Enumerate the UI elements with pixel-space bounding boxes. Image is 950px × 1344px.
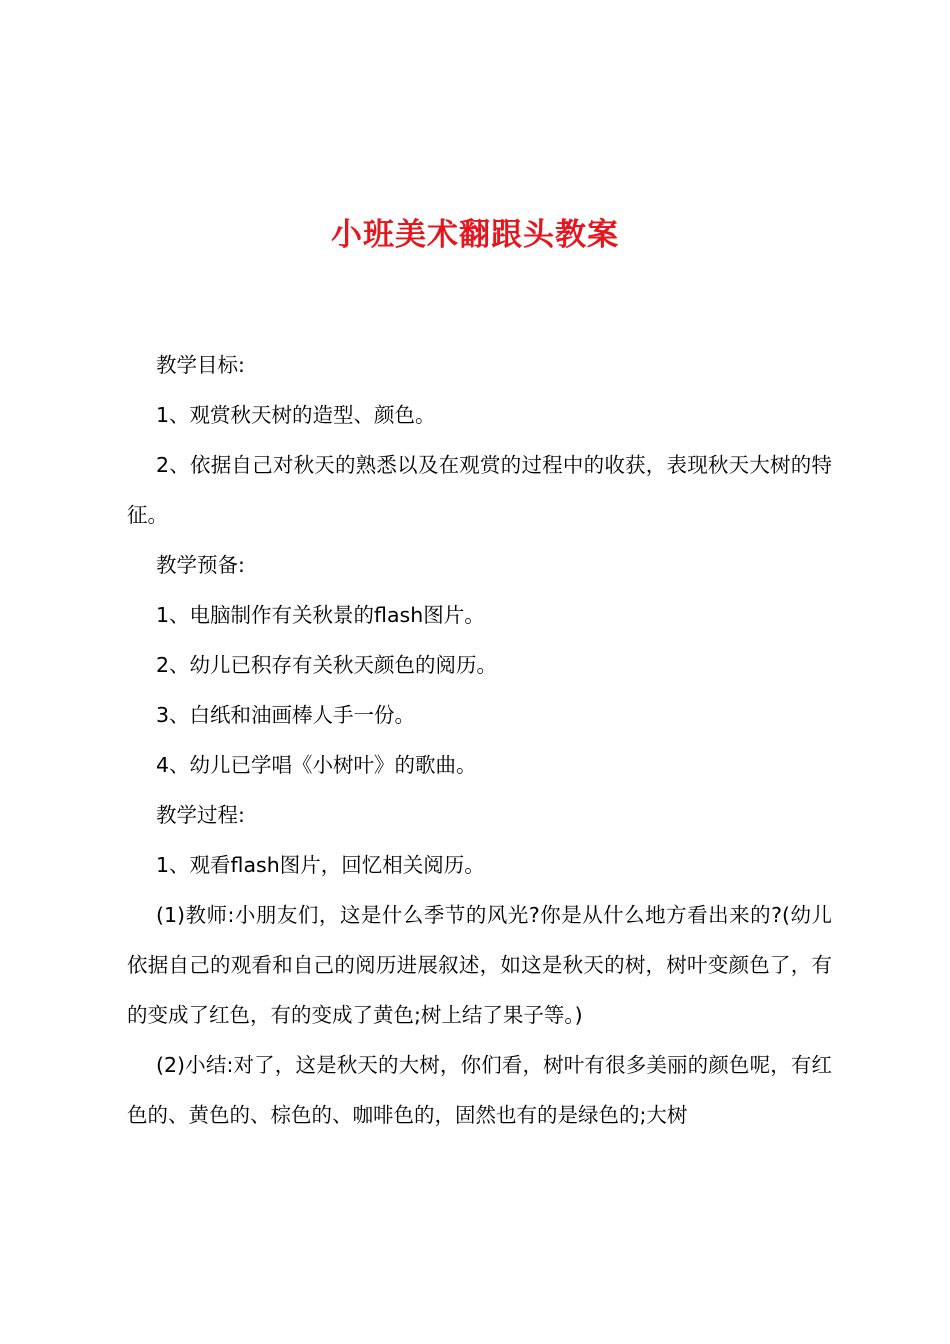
document-body (127, 340, 832, 1140)
paragraph-preparation-1: 1、电脑制作有关秋景的flash图片。 (156, 603, 485, 627)
paragraph-process-1-1: (1)教师:小朋友们，这是什么季节的风光?你是从什么地方看出来的?(幼儿依据自己的观看和自己的阅历进展叙述，如这是秋天的树，树叶变颜色了，有的变成了红色，有的变成了黄色;树上结了果子等。) (127, 903, 832, 1027)
paragraph-preparation-3: 3、白纸和油画棒人手一份。 (156, 703, 416, 727)
paragraph-teaching-goals-heading: 教学目标: (156, 353, 245, 377)
document-title: 小班美术翻跟头教案 (331, 217, 619, 253)
paragraph-process-1: 1、观看flash图片，回忆相关阅历。 (156, 853, 485, 877)
paragraph-goal-1: 1、观赏秋天树的造型、颜色。 (156, 403, 436, 427)
paragraph-goal-2: 2、依据自己对秋天的熟悉以及在观赏的过程中的收获，表现秋天大树的特征。 (127, 453, 832, 527)
paragraph-preparation-heading: 教学预备: (156, 553, 245, 577)
paragraph-process-heading: 教学过程: (156, 803, 245, 827)
paragraph-preparation-4: 4、幼儿已学唱《小树叶》的歌曲。 (156, 753, 477, 777)
paragraph-process-1-2: (2)小结:对了，这是秋天的大树，你们看，树叶有很多美丽的颜色呢，有红色的、黄色的、棕色的、咖啡色的，固然也有的是绿色的;大树 (127, 1053, 832, 1127)
paragraph-preparation-2: 2、幼儿已积存有关秋天颜色的阅历。 (156, 653, 498, 677)
